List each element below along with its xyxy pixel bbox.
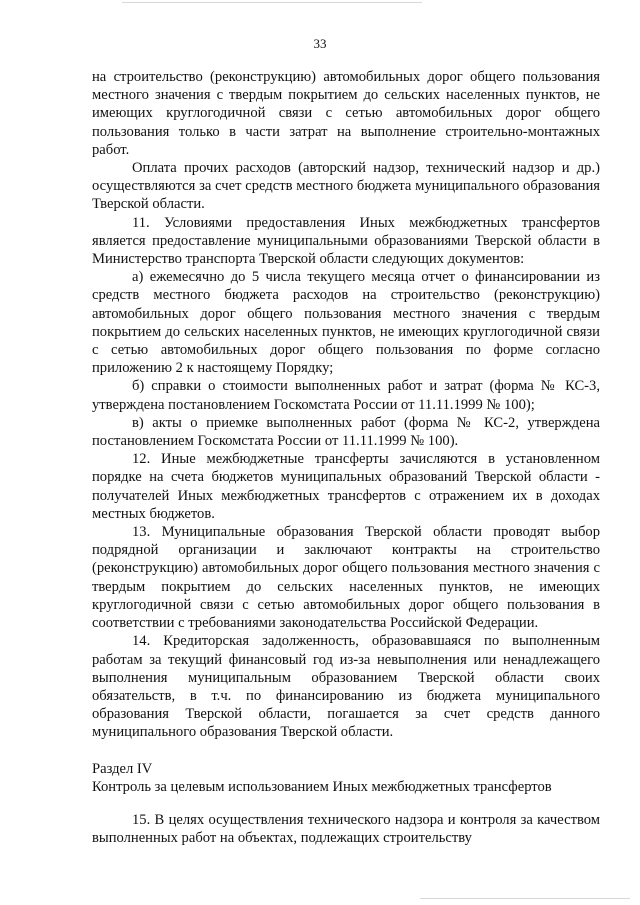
paragraph-continuation: на строительство (реконструкцию) автомобильных дорог общего пользования местного значения с твердым покрытием до сельских населенных пунктов, не имеющих круглогодичной связи с сетью автомобильных дорог общего пользования только в части затрат на выполнение строительно-монтажных работ. [92,69,600,158]
section-number: Раздел IV [92,760,153,777]
paragraph-11-b: б) справки о стоимости выполненных работ и затрат (форма № КС-3, утверждена постановлением Госкомстата России от 11.11.1999 № 100); [92,378,600,413]
paragraph-other-expenses: Оплата прочих расходов (авторский надзор, технический надзор и др.) осуществляются за счет средств местного бюджета муниципального образования Тверской области. [92,160,600,213]
paragraph-11-a: а) ежемесячно до 5 числа текущего месяца отчет о финансировании из средств местного бюджета расходов на строительство (реконструкцию) автомобильных дорог общего пользования местного значения с твердым покрытием до сельских населенных пунктов, не имеющих круглогодичной связи с сетью автомобильных дорог общего пользования по форме согласно приложению 2 к настоящему Порядку; [92,269,600,377]
section-title: Контроль за целевым использованием Иных межбюджетных трансфертов [92,778,552,795]
paragraph-14: 14. Кредиторская задолженность, образовавшаяся по выполненным работам за текущий финансовый год из-за невыполнения или ненадлежащего выполнения муниципальным образованием Тверской области своих обязательств, в т.ч. по финансированию из бюджета муниципального образования Тверской области, погашается за счет средств данного муниципального образования Тверской области. [92,633,600,741]
paragraph-11-v: в) акты о приемке выполненных работ (форма № КС-2, утверждена постановлением Госкомстата России от 11.11.1999 № 100). [92,414,600,450]
top-edge-rule [122,2,422,3]
paragraph-15: 15. В целях осуществления технического надзора и контроля за качеством выполненных работ на объектах, подлежащих строительству [92,811,600,847]
paragraph-12: 12. Иные межбюджетные трансферты зачисляются в установленном порядке на счета бюджетов муниципальных образований Тверской области - получателей Иных межбюджетных трансфертов с отражением их в доходах местных бюджетов. [92,451,600,522]
page-number: 33 [313,36,327,51]
document-body [92,68,600,847]
bottom-edge-rule [420,898,630,899]
paragraph-13: 13. Муниципальные образования Тверской области проводят выбор подрядной организации и заключают контракты на строительство (реконструкцию) автомобильных дорог общего пользования местного значения с твердым покрытием до сельских населенных пунктов, не имеющих круглогодичной связи с сетью автомобильных дорог общего пользования в соответствии с требованиями законодательства Российской Федерации. [92,524,600,632]
paragraph-11: 11. Условиями предоставления Иных межбюджетных трансфертов является предоставление муниципальными образованиями Тверской области в Министерство транспорта Тверской области следующих документов: [92,214,600,268]
